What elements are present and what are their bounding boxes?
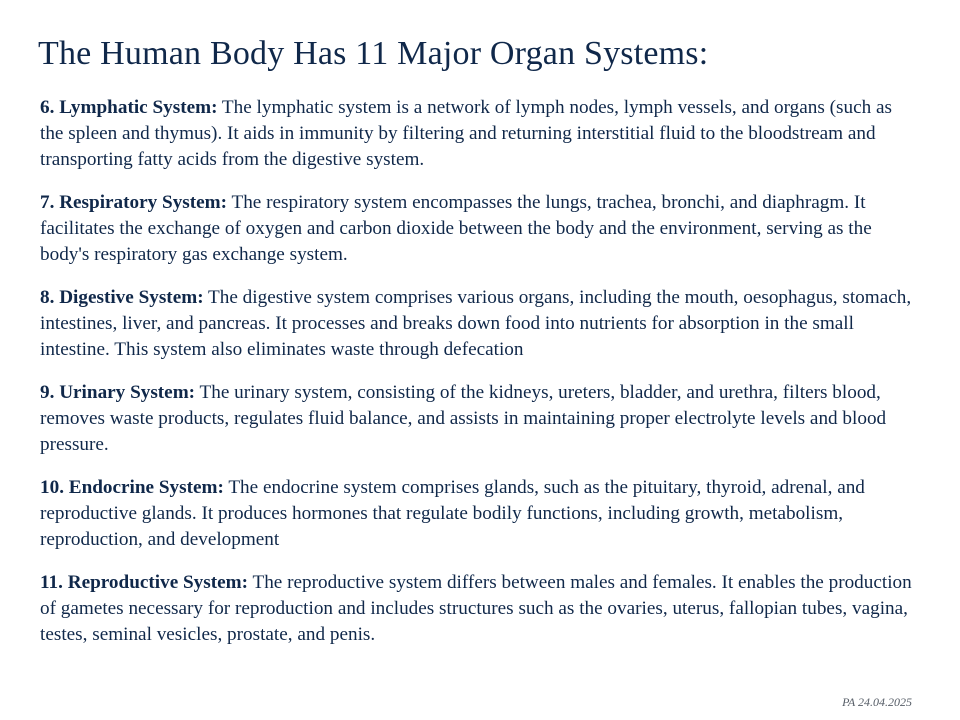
system-heading: 10. Endocrine System: xyxy=(40,477,224,498)
page-title: The Human Body Has 11 Major Organ Systems: xyxy=(38,35,709,72)
system-heading: 6. Lymphatic System: xyxy=(40,97,218,118)
system-heading: 8. Digestive System: xyxy=(40,287,204,308)
system-description: The reproductive system differs between males and females. It enables the production of gametes necessary for reproduction and includes structures such as the ovaries, uterus, fallopian tubes, vagina, testes, seminal vesicles, prostate, and penis. xyxy=(40,572,912,645)
system-description: The digestive system comprises various organs, including the mouth, oesophagus, stomach, intestines, liver, and pancreas. It processes and breaks down food into nutrients for absorption in the small intestine. This system also eliminates waste through defecation xyxy=(40,287,912,360)
footer-date-stamp: PA 24.04.2025 xyxy=(842,695,912,709)
system-item-respiratory xyxy=(40,190,915,268)
system-item-reproductive xyxy=(40,570,915,648)
system-heading: 11. Reproductive System: xyxy=(40,572,249,593)
system-description: The lymphatic system is a network of lymph nodes, lymph vessels, and organs (such as the spleen and thymus). It aids in immunity by filtering and returning interstitial fluid to the bloodstream and transporting fatty acids from the digestive system. xyxy=(40,97,892,170)
system-item-endocrine xyxy=(40,475,915,553)
system-description: The endocrine system comprises glands, such as the pituitary, thyroid, adrenal, and reproductive glands. It produces hormones that regulate bodily functions, including growth, metabolism, reproduction, and development xyxy=(40,477,865,550)
system-heading: 7. Respiratory System: xyxy=(40,192,228,213)
system-item-urinary xyxy=(40,380,915,458)
system-heading: 9. Urinary System: xyxy=(40,382,196,403)
system-item-lymphatic xyxy=(40,95,915,173)
system-item-digestive xyxy=(40,285,915,363)
organ-system-list xyxy=(40,95,915,665)
system-description: The urinary system, consisting of the kidneys, ureters, bladder, and urethra, filters blood, removes waste products, regulates fluid balance, and assists in maintaining proper electrolyte levels and blood pressure. xyxy=(40,382,887,455)
system-description: The respiratory system encompasses the lungs, trachea, bronchi, and diaphragm. It facilitates the exchange of oxygen and carbon dioxide between the body and the environment, serving as the body's respiratory gas exchange system. xyxy=(40,192,872,265)
